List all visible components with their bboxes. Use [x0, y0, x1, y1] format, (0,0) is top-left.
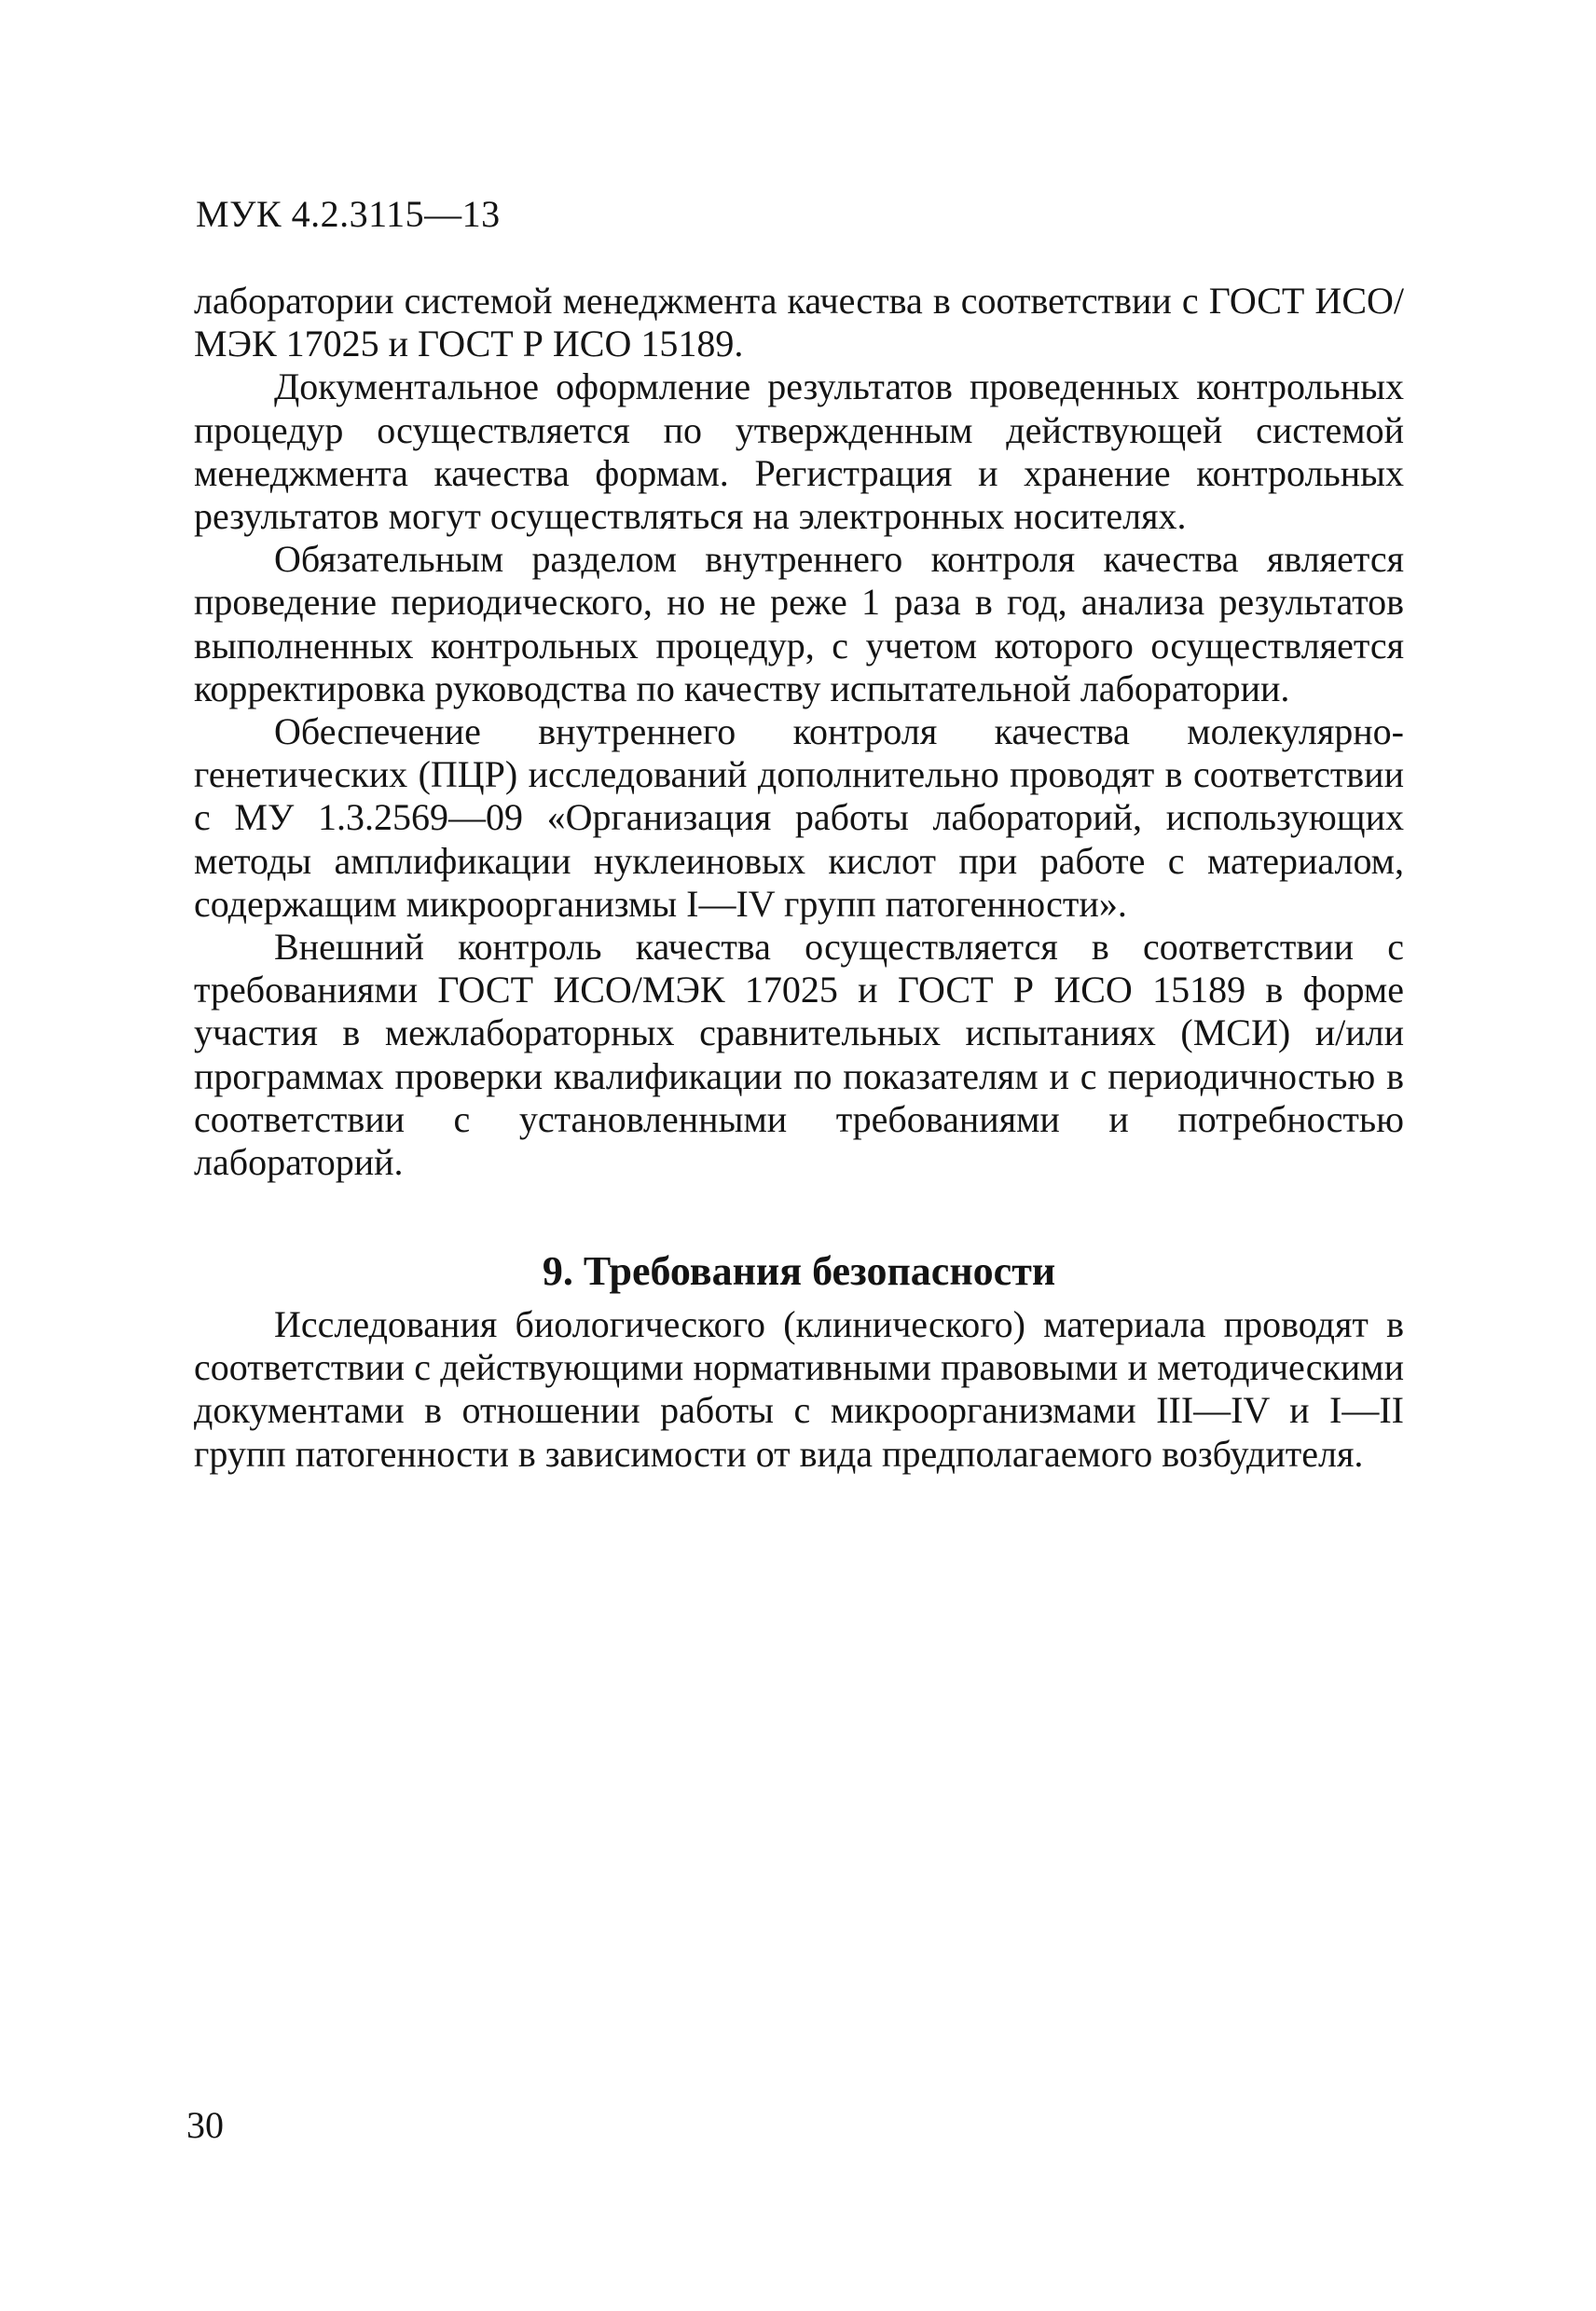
paragraph-safety: Исследования биологического (клинического) материала проводят в соответствии с действующими нормативными правовыми и методическими документами в отношении работы с микроорганизмами III—IV и I—II групп патогенности в зависимости от вида предполагаемого возбудителя.	[194, 1303, 1404, 1475]
paragraph-external-control: Внешний контроль качества осуществляется в соответствии с требованиями ГОСТ ИСО/МЭК 17025 и ГОСТ Р ИСО 15189 в форме участия в межлабораторных сравнительных испытаниях (МСИ) и/или программах проверки квалификации по показателям и с периодичностью в соответствии с установленными требованиями и потребностью лабораторий.	[194, 926, 1404, 1184]
paragraph-pcr-control: Обеспечение внутреннего контроля качества молекулярно-генетических (ПЦР) исследований дополнительно проводят в соответствии с МУ 1.3.2569—09 «Организация работы лабораторий, использующих методы амплификации нуклеиновых кислот при работе с материалом, содержащим микроорганизмы I—IV групп патогенности».	[194, 710, 1404, 925]
paragraph-periodic-analysis: Обязательным разделом внутреннего контроля качества является проведение периодического, но не реже 1 раза в год, анализа результатов выполненных контрольных процедур, с учетом которого осуществляется корректировка руководства по качеству испытательной лаборатории.	[194, 538, 1404, 709]
paragraph-continuation: лаборатории системой менеджмента качества в соответствии с ГОСТ ИСО/МЭК 17025 и ГОСТ Р ИСО 15189.	[194, 280, 1404, 365]
page-number: 30	[186, 2104, 224, 2146]
safety-requirements-text	[194, 1303, 1404, 1476]
paragraph-documentation: Документальное оформление результатов проведенных контрольных процедур осуществляется по утвержденным действующей системой менеджмента качества формам. Регистрация и хранение контрольных результатов могут осуществляться на электронных носителях.	[194, 365, 1404, 538]
quality-control-text	[194, 280, 1404, 1184]
section-heading-safety: 9. Требования безопасности	[542, 1248, 1056, 1294]
document-code-header: МУК 4.2.3115—13	[196, 193, 501, 235]
